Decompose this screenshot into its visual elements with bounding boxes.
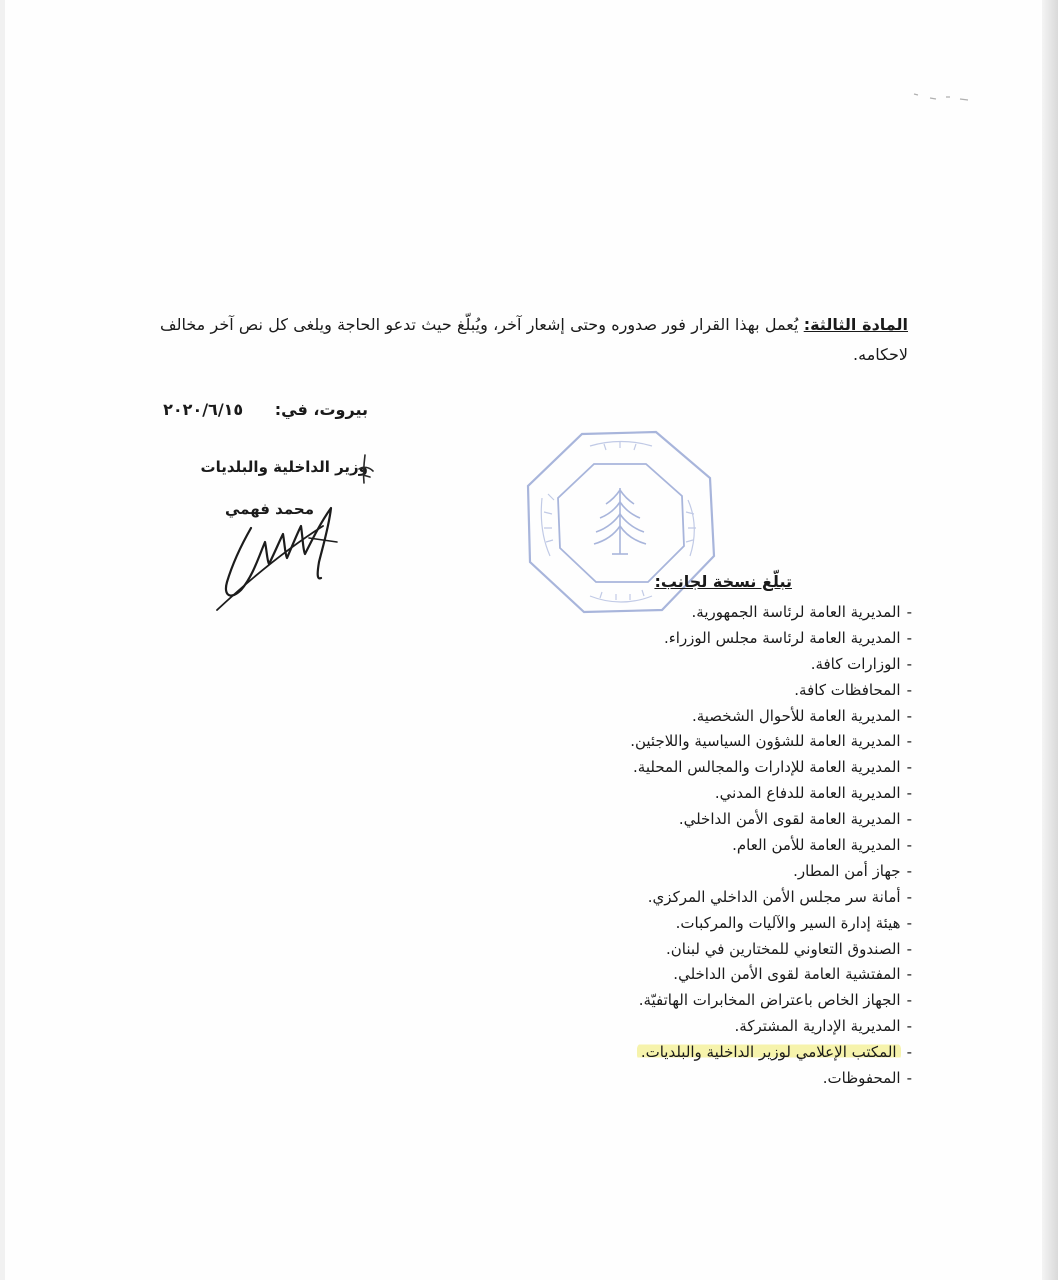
list-bullet-dash: - [906, 861, 912, 880]
recipient-list-item [392, 678, 912, 704]
list-bullet-dash: - [906, 965, 912, 984]
recipient-list-item [392, 755, 912, 781]
list-bullet-dash: - [906, 887, 912, 906]
list-bullet-dash: - [906, 991, 912, 1010]
recipient-list-item [392, 652, 912, 678]
recipient-list-item [392, 911, 912, 937]
signatory-name: محمد فهمي [225, 500, 314, 518]
recipient-name: الصندوق التعاوني للمختارين في لبنان. [666, 939, 901, 958]
scan-speck-mark [912, 90, 972, 104]
recipient-list-item [392, 1040, 912, 1066]
list-bullet-dash: - [906, 758, 912, 777]
recipient-name: المديرية العامة للأحوال الشخصية. [691, 706, 901, 725]
list-bullet-dash: - [906, 732, 912, 751]
recipient-list-item [392, 859, 912, 885]
recipient-list-item [392, 626, 912, 652]
list-bullet-dash: - [906, 1069, 912, 1088]
signatory-title: وزير الداخلية والبلديات [200, 458, 368, 476]
recipient-name: المفتشية العامة لقوى الأمن الداخلي. [673, 965, 901, 984]
list-bullet-dash: - [906, 836, 912, 855]
article-three-paragraph [160, 310, 908, 370]
page-edge-shadow [1042, 0, 1058, 1280]
recipient-name: المحافظات كافة. [794, 680, 901, 699]
list-bullet-dash: - [906, 810, 912, 829]
copies-heading: تبلّغ نسخة لجانب: [654, 572, 792, 591]
recipient-name: المديرية العامة للأمن العام. [732, 836, 901, 855]
recipient-list-item [392, 833, 912, 859]
dateline [163, 400, 368, 419]
recipient-name: المديرية الإدارية المشتركة. [734, 1017, 901, 1036]
recipient-list-item [392, 988, 912, 1014]
list-bullet-dash: - [906, 913, 912, 932]
recipient-name: الجهاز الخاص باعتراض المخابرات الهاتفيّة. [638, 991, 901, 1010]
recipient-name: المديرية العامة للدفاع المدني. [714, 784, 901, 803]
recipient-list-item [392, 1014, 912, 1040]
recipient-name: الوزارات كافة. [810, 654, 901, 673]
recipient-name: جهاز أمن المطار. [793, 861, 901, 880]
handwritten-signature [205, 498, 355, 618]
dateline-place: بيروت، في: [274, 400, 368, 419]
recipient-list-item [392, 807, 912, 833]
page-edge-left [0, 0, 5, 1280]
recipient-list-item [392, 937, 912, 963]
recipient-name: المديرية العامة للشؤون السياسية واللاجئين. [630, 732, 901, 751]
copies-recipient-list [392, 600, 912, 1092]
list-bullet-dash: - [906, 706, 912, 725]
list-bullet-dash: - [906, 628, 912, 647]
recipient-list-item [392, 1066, 912, 1092]
recipient-name: المديرية العامة لرئاسة الجمهورية. [691, 603, 901, 621]
handwritten-initial [355, 453, 377, 487]
article-three-heading: المادة الثالثة: [803, 315, 909, 334]
recipient-list-item [392, 962, 912, 988]
recipient-list-item [392, 885, 912, 911]
list-bullet-dash: - [906, 1043, 912, 1062]
list-bullet-dash: - [906, 1017, 912, 1036]
recipient-list-item [392, 600, 912, 626]
recipient-list-item [392, 781, 912, 807]
recipient-name: المديرية العامة لقوى الأمن الداخلي. [678, 810, 901, 829]
list-bullet-dash: - [906, 939, 912, 958]
recipient-name: المديرية العامة لرئاسة مجلس الوزراء. [663, 628, 901, 647]
list-bullet-dash: - [906, 654, 912, 673]
list-bullet-dash: - [906, 784, 912, 803]
list-bullet-dash: - [906, 603, 912, 621]
recipient-name: المديرية العامة للإدارات والمجالس المحلية. [633, 758, 901, 777]
recipient-name: هيئة إدارة السير والآليات والمركبات. [675, 913, 901, 932]
dateline-date: ٢٠٢٠/٦/١٥ [163, 400, 244, 419]
recipient-name: المكتب الإعلامي لوزير الداخلية والبلديات. [637, 1043, 901, 1061]
recipient-name: المحفوظات. [822, 1069, 901, 1088]
recipient-list-item [392, 704, 912, 730]
list-bullet-dash: - [906, 680, 912, 699]
recipient-list-item [392, 729, 912, 755]
article-three-body: يُعمل بهذا القرار فور صدوره وحتى إشعار آخر، ويُبلّغ حيث تدعو الحاجة ويلغى كل نص آخر مخالف لاحكامه. [160, 315, 908, 364]
recipient-name: أمانة سر مجلس الأمن الداخلي المركزي. [647, 887, 901, 906]
